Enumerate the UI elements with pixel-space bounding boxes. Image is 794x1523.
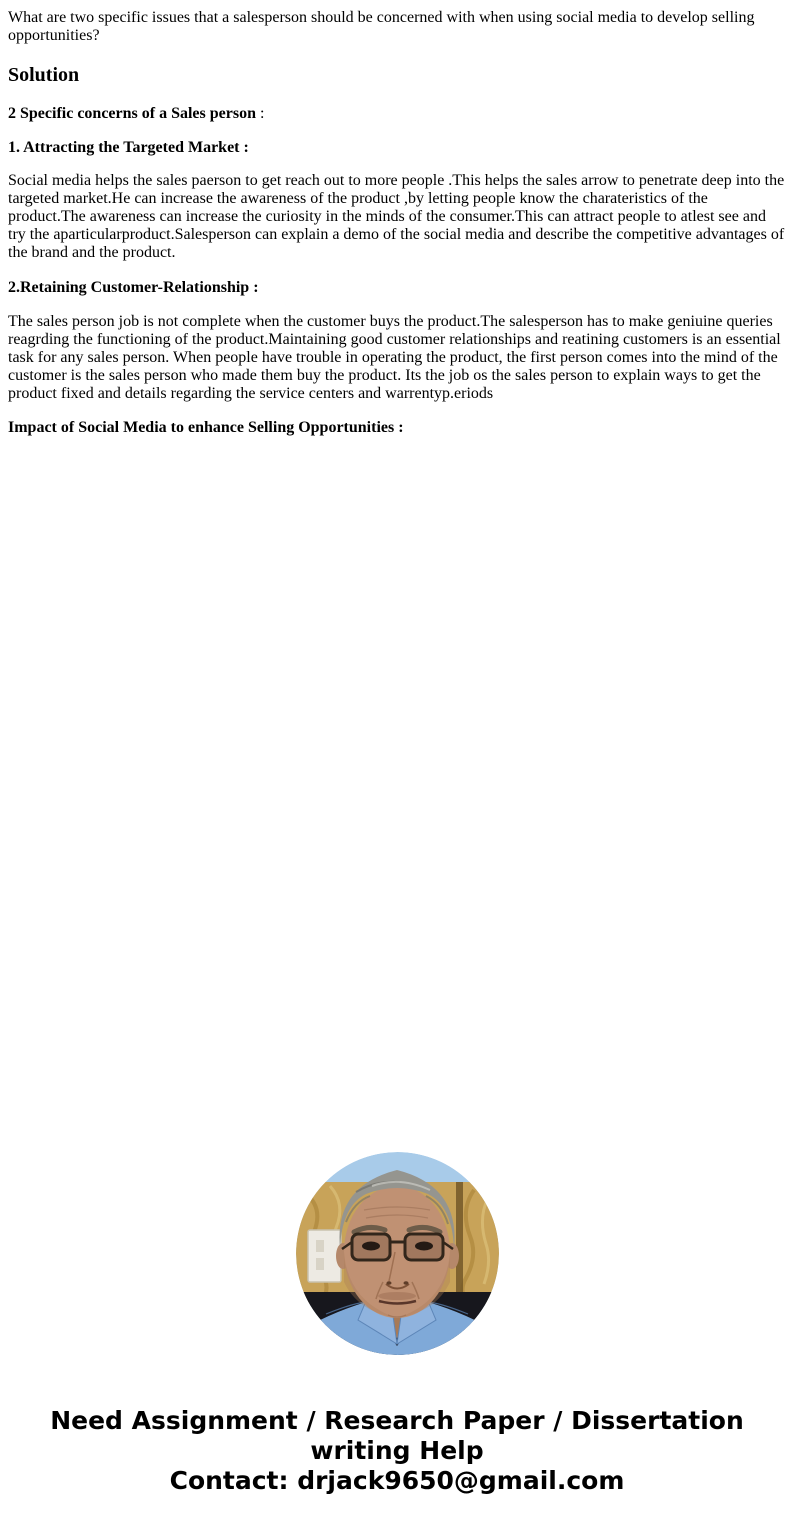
concerns-heading-colon: : <box>255 105 265 122</box>
section-1-heading: 1. Attracting the Targeted Market : <box>8 139 249 156</box>
question-paragraph: What are two specific issues that a salesperson should be concerned with when using social media to develop selling opportunities? <box>8 9 755 44</box>
footer-line-2: writing Help <box>310 1436 484 1465</box>
solution-heading: Solution <box>8 64 80 86</box>
footer-contact-email: Contact: drjack9650@gmail.com <box>169 1466 625 1495</box>
section-2-body: The sales person job is not complete when the customer buys the product.The salesperson has to make geniuine queries reagrding the functioning of the product.Maintaining good customer relationships and reatining customers is an essential task for any sales person. When people have trouble in operating the product, the first person comes into the mind of the customer is the sales person who made them buy the product. Its the job os the sales person to explain ways to get the product fixed and details regarding the service centers and warrentyp.eriods <box>8 313 781 402</box>
presenter-avatar-photo <box>296 1152 499 1355</box>
footer-banner <box>0 1406 794 1496</box>
promo-block <box>0 1152 794 1496</box>
impact-heading: Impact of Social Media to enhance Selling Opportunities : <box>8 419 404 436</box>
footer-line-1: Need Assignment / Research Paper / Dissertation <box>50 1406 744 1435</box>
document-page <box>0 0 794 437</box>
concerns-heading <box>8 105 786 123</box>
avatar <box>296 1152 499 1355</box>
section-2-heading: 2.Retaining Customer-Relationship : <box>8 279 259 296</box>
section-1-body: Social media helps the sales paerson to get reach out to more people .This helps the sales arrow to penetrate deep into the targeted market.He can increase the awareness of the product ,by letting people know the charateristics of the product.The awareness can increase the curiosity in the minds of the consumer.This can attract people to atlest see and try the aparticularproduct.Salesperson can explain a demo of the social media and describe the competitive advantages of the brand and the product. <box>8 172 785 261</box>
concerns-heading-bold-text: 2 Specific concerns of a Sales person <box>8 105 256 122</box>
